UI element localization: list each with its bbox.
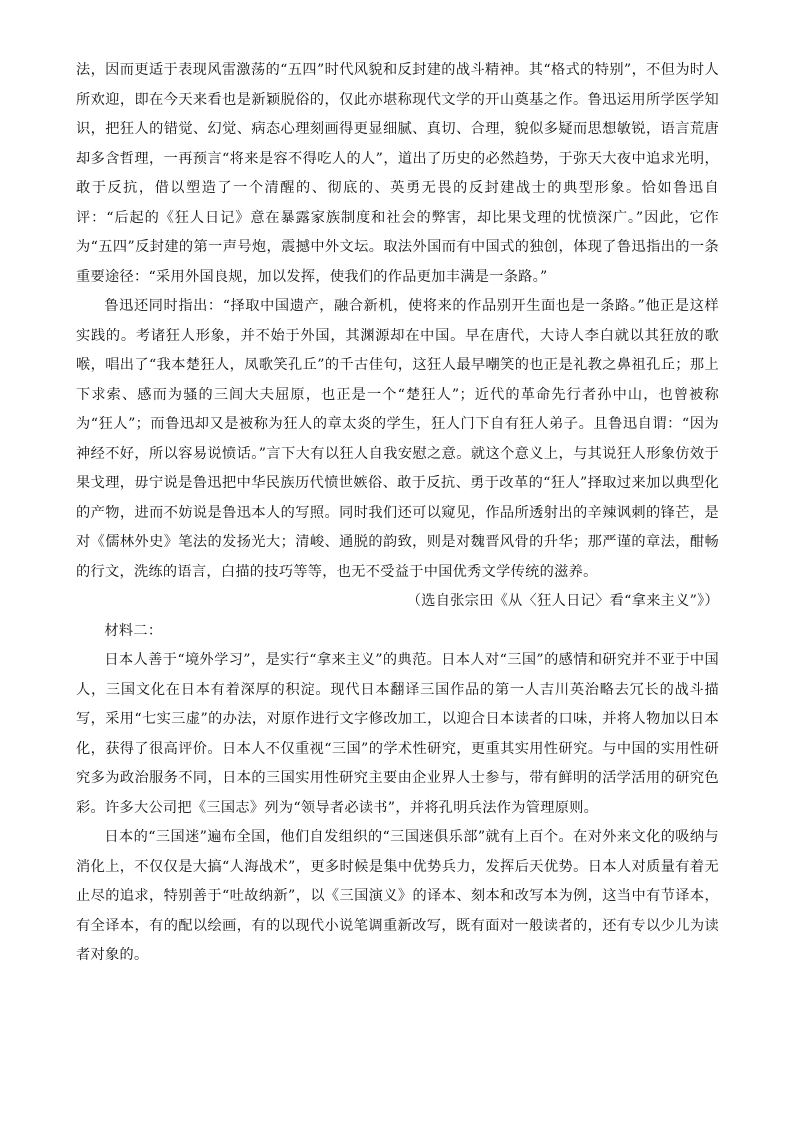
paragraph-4: 日本的“三国迷”遍布全国，他们自发组织的“三国迷俱乐部”就有上百个。在对外来文化的吸纳与消化上，不仅仅是大搞“人海战术”，更多时候是集中优势兵力，发挥后天优势。日本人对质量有着无止尽的追求，特别善于“吐故纳新”，以《三国演义》的译本、刻本和改写本为例，这当中有节译本，有全译本，有的配以绘画，有的以现代小说笔调重新改写，既有面对一般读者的，还有专以少儿为读者对象的。	[76, 829, 719, 963]
source-citation: （选自张宗田《从〈狂人日记〉看“拿来主义”》）	[406, 593, 719, 609]
paragraph-3: 日本人善于“境外学习”，是实行“拿来主义”的典范。日本人对“三国”的感情和研究并不亚于中国人，三国文化在日本有着深厚的积淀。现代日本翻译三国作品的第一人吉川英治略去冗长的战斗描写，采用“七实三虚”的办法，对原作进行文字修改加工，以迎合日本读者的口味，并将人物加以日本化，获得了很高评价。日本人不仅重视“三国”的学术性研究，更重其实用性研究。与中国的实用性研究多为政治服务不同，日本的三国实用性研究主要由企业界人士参与，带有鲜明的活学活用的研究色彩。许多大公司把《三国志》列为“领导者必读书”，并将孔明兵法作为管理原则。	[76, 652, 719, 816]
material-heading: 材料二：	[104, 622, 163, 639]
paragraph-1: 法，因而更适于表现风雷激荡的“五四”时代风貌和反封建的战斗精神。其“格式的特别”，不但为时人所欢迎，即在今天来看也是新颖脱俗的，仅此亦堪称现代文学的开山奠基之作。鲁迅运用所学医学知识，把狂人的错觉、幻觉、病态心理刻画得更显细腻、真切、合理，貌似多疑而思想敏锐，语言荒唐却多含哲理，一再预言“将来是容不得吃人的人”，道出了历史的必然趋势，于弥天大夜中追求光明，敢于反抗，借以塑造了一个清醒的、彻底的、英勇无畏的反封建战士的典型形象。恰如鲁迅自评：“后起的《狂人日记》意在暴露家族制度和社会的弊害，却比果戈理的忧愤深广。”因此，它作为“五四”反封建的第一声号炮，震撼中外文坛。取法外国而有中国式的独创，体现了鲁迅指出的一条重要途径：“采用外国良规，加以发挥，使我们的作品更加丰满是一条路。”	[76, 62, 719, 285]
document-page	[76, 56, 719, 971]
paragraph-2: 鲁迅还同时指出：“择取中国遗产，融合新机，使将来的作品别开生面也是一条路。”他正是这样实践的。考诸狂人形象，并不始于外国，其渊源却在中国。早在唐代，大诗人李白就以其狂放的歌喉，唱出了“我本楚狂人，凤歌笑孔丘”的千古佳句，这狂人最早嘲笑的也正是礼教之鼻祖孔丘；那上下求索、感而为骚的三闾大夫屈原，也正是一个“楚狂人”；近代的革命先行者孙中山，也曾被称为“狂人”；而鲁迅却又是被称为狂人的章太炎的学生，狂人门下自有狂人弟子。且鲁迅自谓：“因为神经不好，所以容易说愤话。”言下大有以狂人自我安慰之意。就这个意义上，与其说狂人形象仿效于果戈理，毋宁说是鲁迅把中华民族历代愤世嫉俗、敢于反抗、勇于改革的“狂人”择取过来加以典型化的产物，进而不妨说是鲁迅本人的写照。同时我们还可以窥见，作品所透射出的辛辣讽刺的锋芒，是对《儒林外史》笔法的发扬光大；清峻、通脱的韵致，则是对魏晋风骨的升华；那严谨的章法，酣畅的行文，洗练的语言，白描的技巧等等，也无不受益于中国优秀文学传统的滋养。	[76, 298, 719, 580]
